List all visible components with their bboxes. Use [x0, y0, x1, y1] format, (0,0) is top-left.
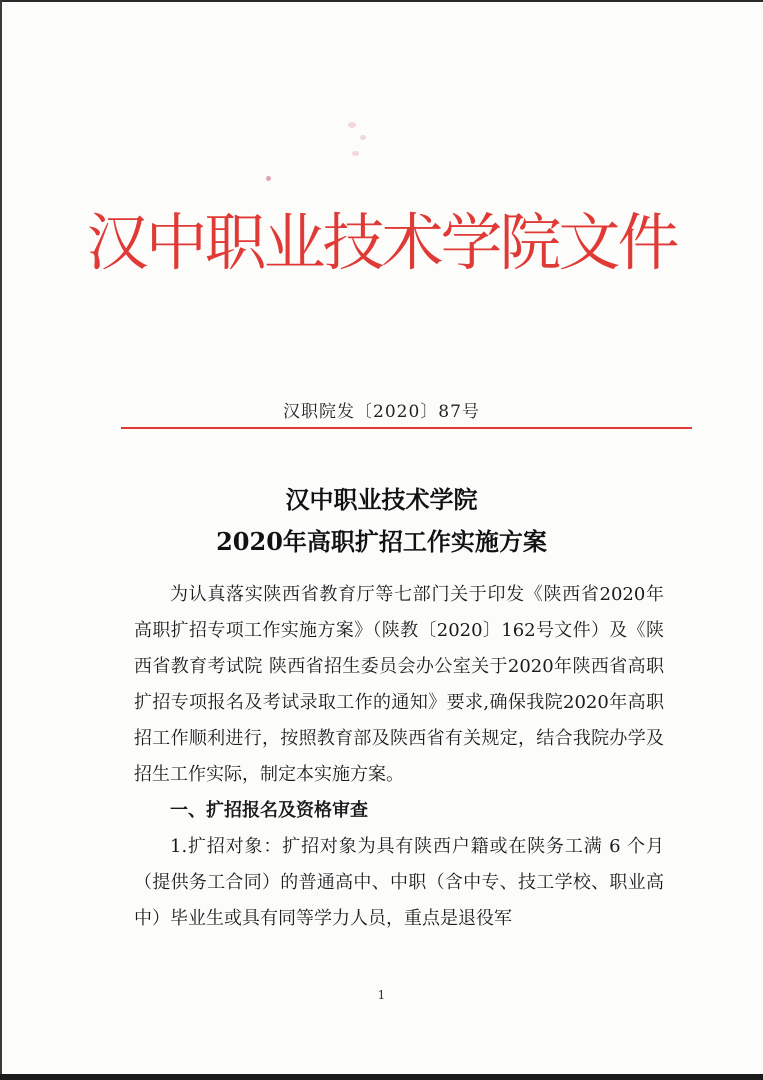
scan-edge-bottom	[0, 1074, 763, 1080]
scan-speck	[360, 135, 366, 140]
document-title-line-2: 2020年高职扩招工作实施方案	[216, 527, 547, 556]
page-number: 1	[377, 988, 386, 1002]
scan-edge-top	[0, 0, 763, 2]
item-paragraph: 1.扩招对象：扩招对象为具有陕西户籍或在陕务工满 6 个月（提供务工合同）的普通高中、中职（含中专、技工学校、职业高中）毕业生或具有同等学力人员，重点是退役军	[134, 836, 664, 929]
document-number: 汉职院发〔2020〕87号	[283, 402, 480, 422]
intro-paragraph: 为认真落实陕西省教育厅等七部门关于印发《陕西省2020年高职扩招专项工作实施方案》（陕教〔2020〕162号文件）及《陕西省教育考试院 陕西省招生委员会办公室关于2020年陕西省高职扩招专项报名及考试录取工作的通知》要求,确保我院2020年高职招工作顺利进行，按照教育部及陕西省有关规定，结合我院办学及招生工作实际，制定本实施方案。	[134, 584, 664, 785]
scan-speck	[348, 122, 356, 128]
section-heading: 一、扩招报名及资格审查	[170, 800, 368, 821]
scan-speck	[352, 151, 359, 156]
document-header-title: 汉中职业技术学院文件	[86, 206, 677, 279]
scan-speck	[266, 176, 271, 181]
document-body	[134, 577, 664, 937]
document-title-line-1: 汉中职业技术学院	[285, 485, 478, 514]
header-red-rule	[121, 427, 692, 429]
